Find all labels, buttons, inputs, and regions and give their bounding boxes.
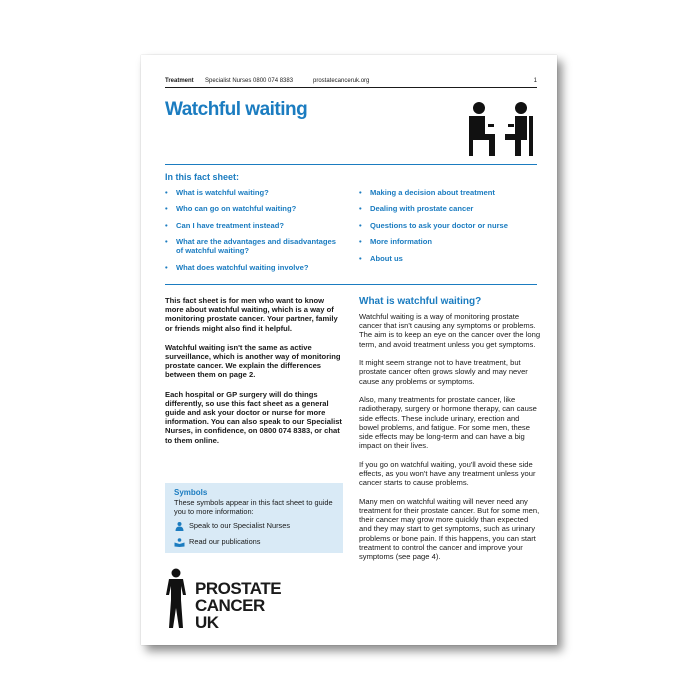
- intro-paragraph: Watchful waiting isn't the same as active surveillance, which is another way of monitoring prostate cancer. We explain the differences between them on page 2.: [165, 342, 341, 380]
- symbols-title: Symbols: [174, 488, 208, 497]
- header-page-number: 1: [533, 78, 537, 84]
- publications-icon: [174, 538, 185, 547]
- header-phone: Specialist Nurses 0800 074 8383: [205, 78, 294, 84]
- divider-middle: [165, 284, 537, 285]
- bullet: •: [165, 262, 168, 272]
- toc-link-label: Questions to ask your doctor or nurse: [370, 220, 508, 230]
- toc-link[interactable]: [359, 221, 539, 230]
- bullet: •: [359, 188, 362, 197]
- symbol-item-nurses: [174, 521, 290, 531]
- toc-link-label: More information: [370, 237, 433, 247]
- intro-paragraph: This fact sheet is for men who want to know more about watchful waiting, which is a way of monitoring prostate cancer. Your partner, family or friends might also find it helpful.: [165, 296, 338, 333]
- toc-link[interactable]: [165, 221, 340, 230]
- intro-paragraph: Each hospital or GP surgery will do things differently, so use this fact sheet as a general guide and ask your doctor or nurse for more information. You can also speak to our Specialist Nurses, in confidence, on 0800 074 8383, or chat to them online.: [165, 389, 342, 445]
- bullet: •: [359, 253, 362, 263]
- toc-link-label: Who can go on watchful waiting?: [176, 204, 297, 214]
- header-section-label: Treatment: [165, 78, 194, 84]
- toc-link[interactable]: [165, 263, 340, 272]
- consultation-icon: [467, 100, 535, 158]
- section-paragraph: Watchful waiting is a way of monitoring prostate cancer that isn't causing any symptoms or problems. The aim is to keep an eye on the cancer over the long term, and avoid treatment unless you get symptoms.: [359, 312, 541, 349]
- divider-top: [165, 164, 537, 165]
- symbol-label: Read our publications: [189, 537, 261, 546]
- bullet: •: [165, 237, 168, 247]
- bullet: •: [165, 204, 168, 214]
- symbol-item-publications: [174, 537, 261, 547]
- toc-link-label: What is watchful waiting?: [176, 188, 269, 197]
- symbols-intro: These symbols appear in this fact sheet to guide you to more information:: [174, 498, 333, 516]
- section-paragraph: Also, many treatments for prostate cancer, like radiotherapy, surgery or hormone therapy, can cause side effects. These include urinary, erection and bowel problems, and fatigue. For some men, these side effects may be long-term and can have a big impact on their lives.: [359, 395, 537, 451]
- toc-list-right: [359, 188, 539, 270]
- symbols-box: [165, 483, 343, 553]
- toc-link-label: Making a decision about treatment: [370, 188, 495, 197]
- symbol-label: Speak to our Specialist Nurses: [189, 521, 291, 530]
- main-section: [359, 296, 541, 571]
- bullet: •: [165, 188, 168, 197]
- toc-link[interactable]: [359, 188, 539, 197]
- fact-sheet-page: [141, 55, 557, 645]
- intro-column: [165, 296, 343, 455]
- specialist-nurse-icon: [174, 522, 185, 531]
- section-paragraph: If you go on watchful waiting, you'll avoid these side effects, as you won't have any treatment unless your cancer starts to cause problems.: [359, 459, 536, 488]
- toc-link-label: What does watchful waiting involve?: [176, 262, 309, 272]
- bullet: •: [165, 220, 168, 230]
- logo-line-1: PROSTATE: [195, 579, 282, 598]
- section-paragraph: Many men on watchful waiting will never need any treatment for their prostate cancer. But for some men, their cancer may grow more quickly than expected and they may start to get symptoms, such as urinary problems or bone pain. If this happens, you can start treatment to control the cancer and improve your symptoms (see page 4).: [359, 496, 540, 562]
- toc-link[interactable]: [165, 204, 340, 213]
- section-paragraph: It might seem strange not to have treatment, but prostate cancer often grows slowly and may never cause any problems or symptoms.: [359, 358, 528, 386]
- logo-wordmark: [195, 580, 285, 631]
- toc-link-label: Dealing with prostate cancer: [370, 204, 474, 214]
- bullet: •: [359, 237, 362, 247]
- toc-link[interactable]: [359, 204, 539, 213]
- toc-link-label: What are the advantages and disadvantages of watchful waiting?: [176, 237, 336, 256]
- page-title: Watchful waiting: [165, 99, 308, 120]
- prostate-cancer-uk-logo: [165, 568, 285, 630]
- bullet: •: [359, 204, 362, 214]
- toc-list-left: [165, 188, 340, 279]
- header-website: prostatecanceruk.org: [313, 78, 370, 84]
- toc-link[interactable]: [165, 237, 340, 255]
- toc-link[interactable]: [359, 254, 539, 263]
- toc-link[interactable]: [165, 188, 340, 197]
- toc-link[interactable]: [359, 237, 539, 246]
- toc-link-label: About us: [370, 253, 403, 263]
- section-heading: What is watchful waiting?: [359, 296, 482, 307]
- toc-link-label: Can I have treatment instead?: [176, 220, 285, 230]
- logo-line-2: CANCER UK: [195, 596, 265, 632]
- bullet: •: [359, 220, 362, 230]
- page-header: [165, 75, 537, 88]
- logo-figure-icon: [165, 568, 187, 630]
- toc-heading: In this fact sheet:: [165, 172, 240, 182]
